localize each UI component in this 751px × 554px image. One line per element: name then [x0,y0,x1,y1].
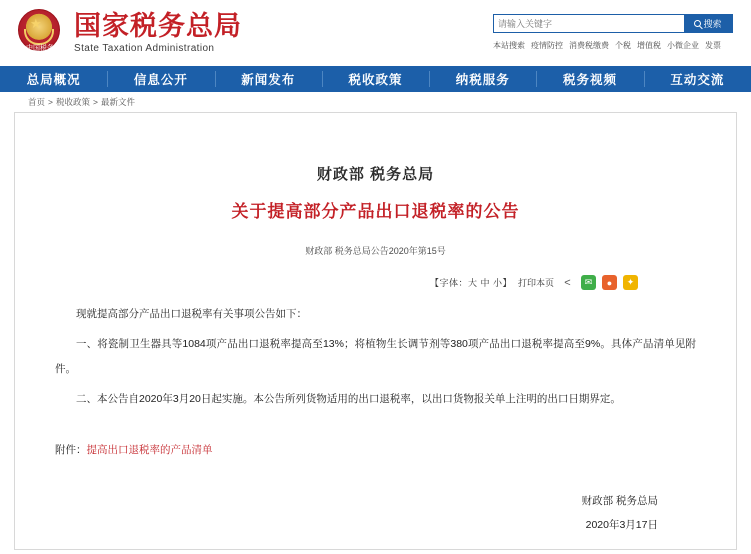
quick-link-2[interactable]: 消费税缴费 [569,41,609,50]
emblem-caption: 中国税务 [26,45,54,52]
quick-link-3[interactable]: 个税 [615,41,631,50]
nav-item-services[interactable]: 纳税服务 [429,66,536,92]
nav-item-interaction[interactable]: 互动交流 [644,66,751,92]
share-icon[interactable]: < [564,276,571,289]
document-issuer-title: 财政部 税务总局 [316,166,435,183]
site-title-cn: 国家税务总局 [74,11,242,42]
emblem-star-icon: ★ [30,16,42,31]
site-header [0,0,751,66]
nav-item-news[interactable]: 新闻发布 [215,66,322,92]
document-body [29,302,722,412]
nav-item-tax-policy[interactable]: 税收政策 [322,66,429,92]
search-area [493,14,733,51]
quick-links [493,40,733,51]
document-toolbar [29,275,722,290]
breadcrumb-item-latest[interactable]: 最新文件 [100,97,135,107]
search-input[interactable] [494,15,684,32]
quick-link-0[interactable]: 本站搜索 [493,41,525,50]
breadcrumb-item-home[interactable]: 首页 [28,97,46,107]
national-emblem-icon [14,7,66,59]
search-icon [694,20,701,27]
document-main-title: 关于提高部分产品出口退税率的公告 [231,202,520,221]
quick-link-1[interactable]: 疫情防控 [531,41,563,50]
font-size-control[interactable]: 【字体：大 中 小】 [429,278,512,288]
site-title-block [74,12,242,54]
quick-link-6[interactable]: 发票 [705,41,721,50]
signature-org: 财政部 税务总局 [581,495,658,507]
wechat-icon[interactable]: ✉ [581,275,596,290]
attachment-label: 附件： [55,444,87,456]
attachment-link[interactable]: 提高出口退税率的产品清单 [86,444,213,456]
main-nav [0,66,751,92]
search-button[interactable] [684,15,732,32]
breadcrumb [0,92,751,112]
document-paragraph-1: 一、将瓷制卫生器具等1084项产品出口退税率提高至13%；将植物生长调节剂等380项产品出口退税率提高至9%。具体产品清单见附件。 [55,338,696,375]
quick-link-5[interactable]: 小微企业 [667,41,699,50]
breadcrumb-sep-1: > [48,97,53,107]
print-button[interactable]: 打印本页 [517,278,554,288]
search-button-label: 搜索 [703,19,722,29]
site-title-en: State Taxation Administration [74,43,215,54]
document-card [14,112,737,550]
weibo-icon[interactable]: ● [602,275,617,290]
search-box[interactable] [493,14,733,33]
document-paragraph-0: 现就提高部分产品出口退税率有关事项公告如下： [76,308,307,320]
attachment-row [29,442,722,457]
breadcrumb-sep-2: > [93,97,98,107]
nav-item-video[interactable]: 税务视频 [536,66,643,92]
document-signature [29,489,722,537]
nav-item-disclosure[interactable]: 信息公开 [107,66,214,92]
breadcrumb-item-tax-policy[interactable]: 税收政策 [55,97,90,107]
signature-date: 2020年3月17日 [585,519,658,531]
quick-link-4[interactable]: 增值税 [637,41,661,50]
document-paragraph-2: 二、本公告自2020年3月20日起实施。本公告所列货物适用的出口退税率，以出口货物报关单上注明的出口日期界定。 [76,393,621,405]
qzone-icon[interactable]: ✦ [623,275,638,290]
nav-item-overview[interactable]: 总局概况 [26,73,81,87]
document-number: 财政部 税务总局公告2020年第15号 [305,246,446,256]
